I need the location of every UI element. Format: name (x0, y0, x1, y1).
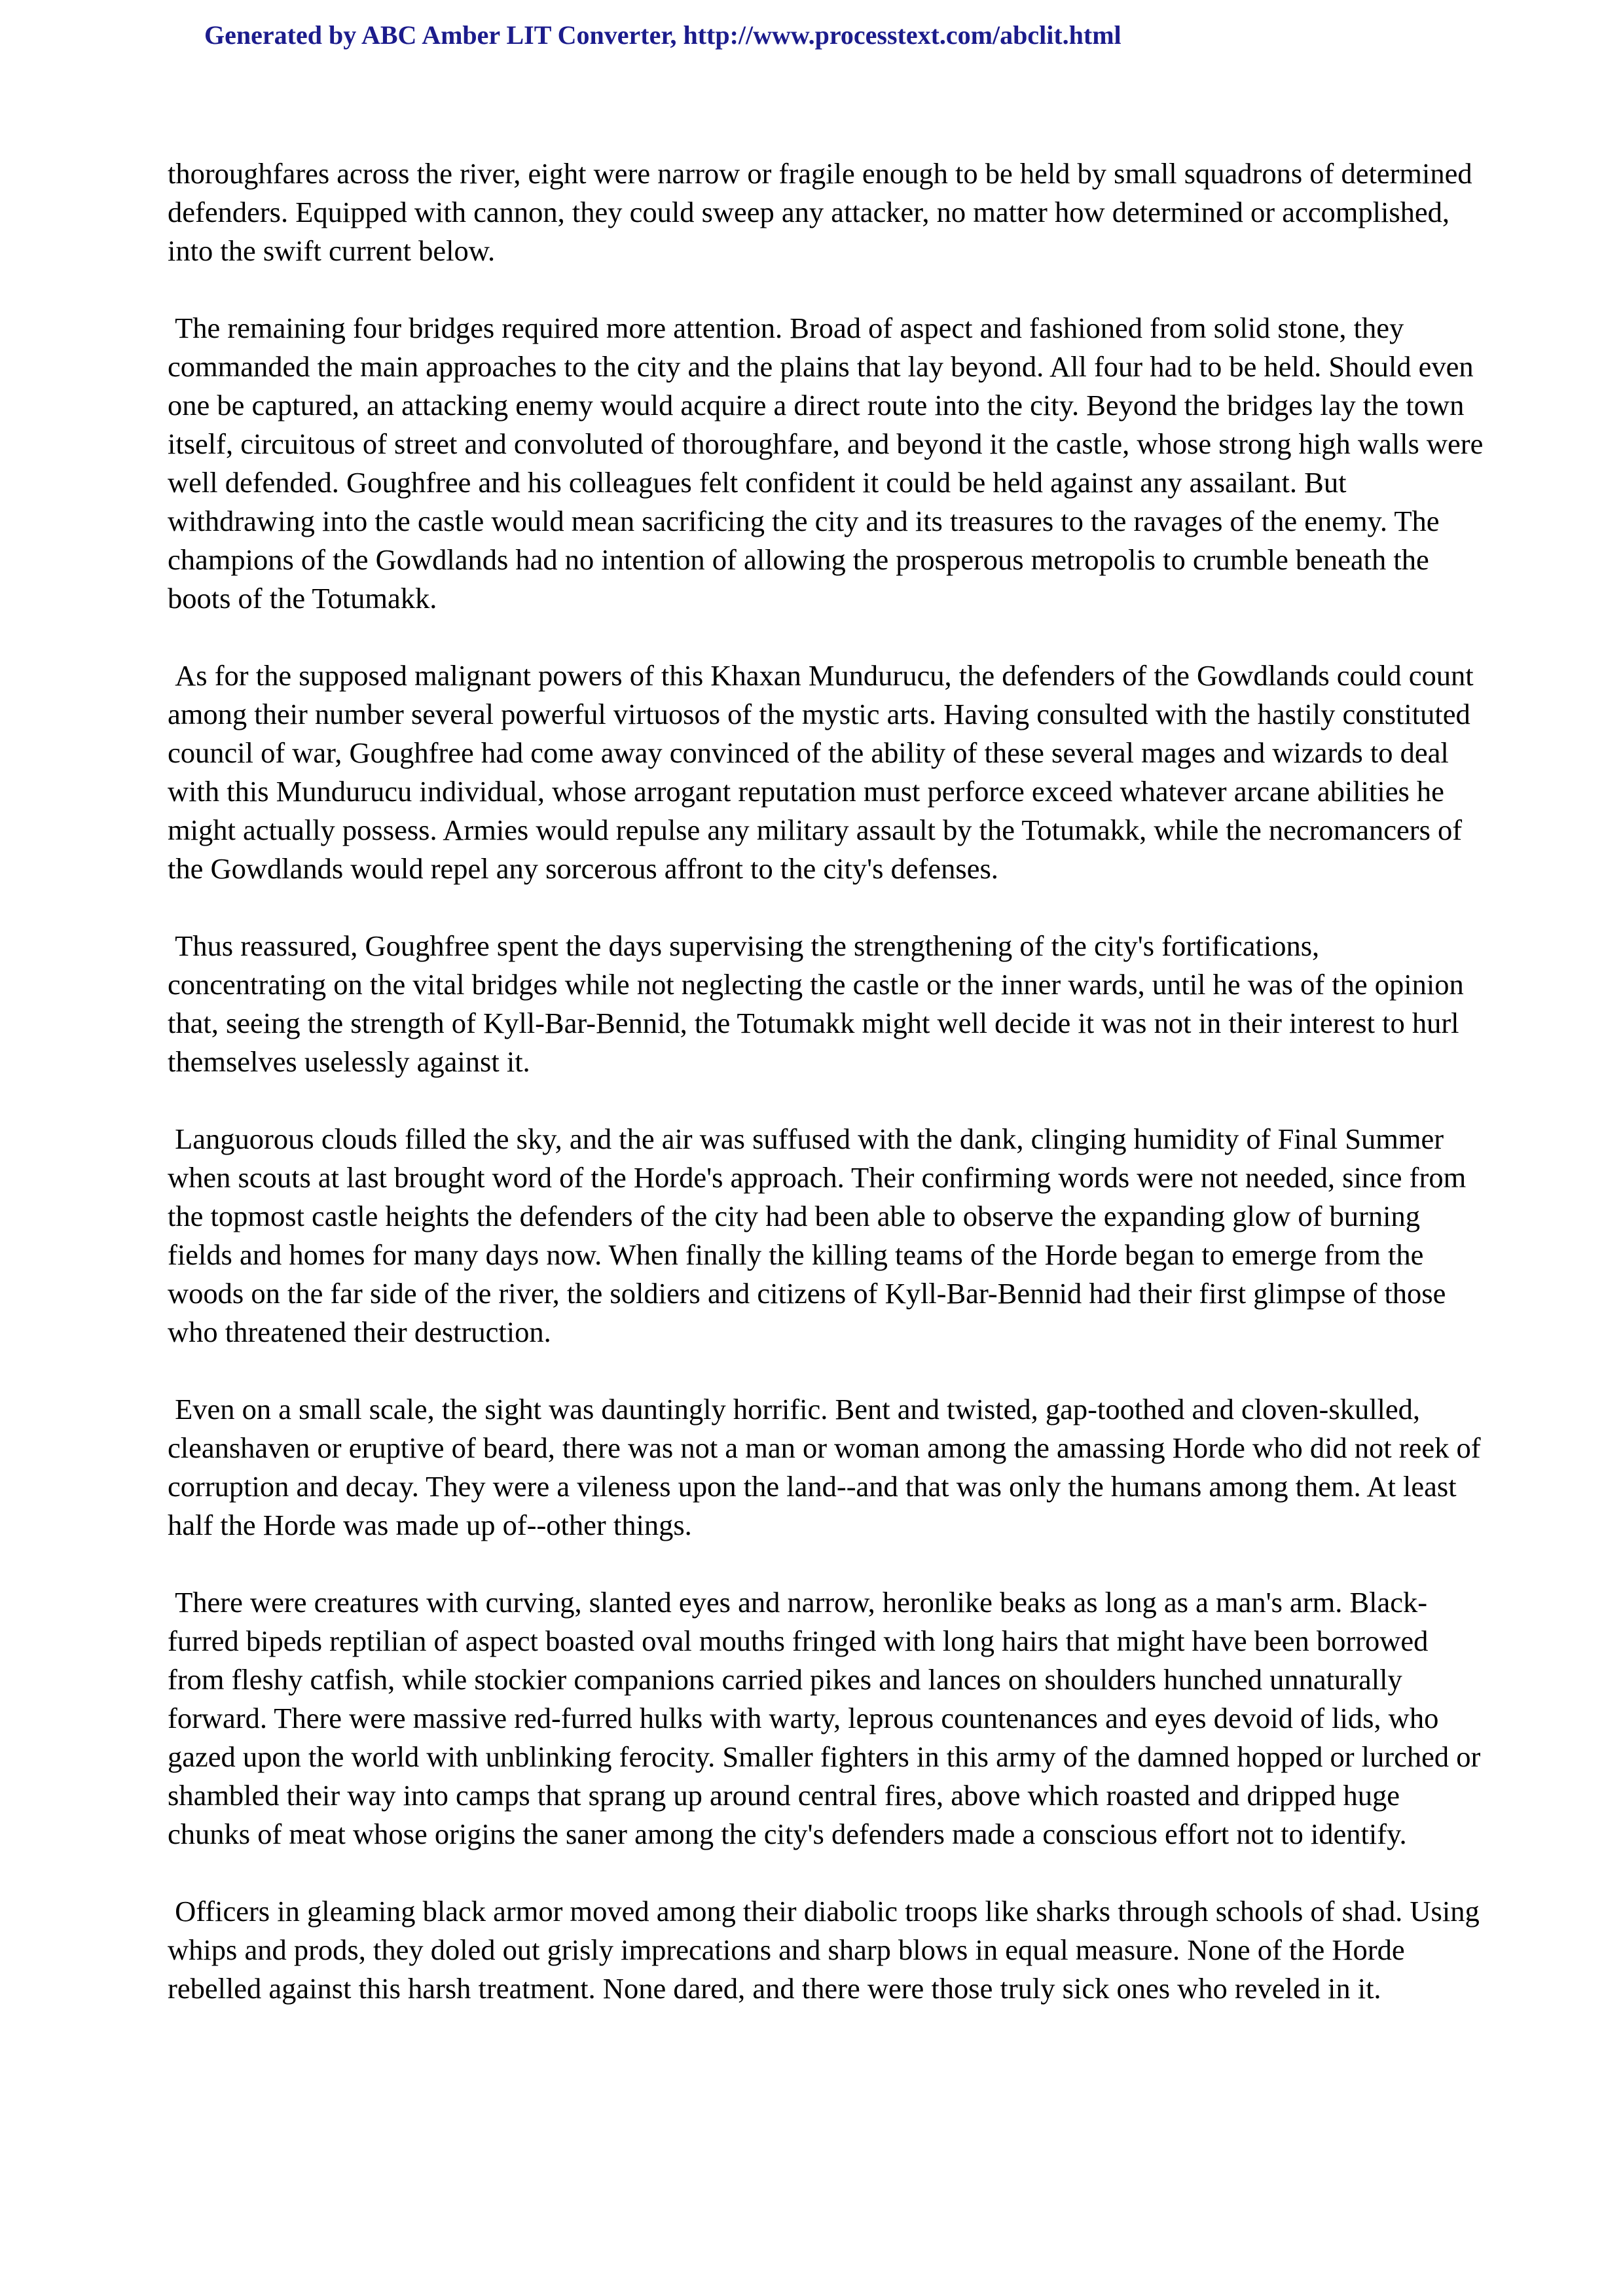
paragraph-4: Thus reassured, Goughfree spent the days supervising the strengthening of the city's fortifications, concentrating on the vital bridges while not neglecting the castle or the inner wards, until he was of the opinion that, seeing the strength of Kyll-Bar-Bennid, the Totumakk might well decide it was not in their interest to hurl themselves uselessly against it. (168, 929, 1471, 1078)
document-body (168, 154, 1491, 2008)
paragraph-5: Languorous clouds filled the sky, and the air was suffused with the dank, clinging humidity of Final Summer when scouts at last brought word of the Horde's approach. Their confirming words were not needed, since from the topmost castle heights the defenders of the city had been able to observe the expanding glow of burning fields and homes for many days now. When finally the killing teams of the Horde began to emerge from the woods on the far side of the river, the soldiers and citizens of Kyll-Bar-Bennid had their first glimpse of those who threatened their destruction. (168, 1122, 1474, 1348)
paragraph-2: The remaining four bridges required more attention. Broad of aspect and fashioned from solid stone, they commanded the main approaches to the city and the plains that lay beyond. All four had to be held. Should even one be captured, an attacking enemy would acquire a direct route into the city. Beyond the bridges lay the town itself, circuitous of street and convoluted of thoroughfare, and beyond it the castle, whose strong high walls were well defended. Goughfree and his colleagues felt confident it could be held against any assailant. But withdrawing into the castle would mean sacrificing the city and its treasures to the ravages of the enemy. The champions of the Gowdlands had no intention of allowing the prosperous metropolis to crumble beneath the boots of the Totumakk. (168, 312, 1491, 615)
paragraph-7: There were creatures with curving, slanted eyes and narrow, heronlike beaks as long as a man's arm. Black-furred bipeds reptilian of aspect boasted oval mouths fringed with long hairs that might have been borrowed from fleshy catfish, while stockier companions carried pikes and lances on shoulders hunched unnaturally forward. There were massive red-furred hulks with warty, leprous countenances and eyes devoid of lids, who gazed upon the world with unblinking ferocity. Smaller fighters in this army of the damned hopped or lurched or shambled their way into camps that sprang up around central fires, above which roasted and dripped huge chunks of meat whose origins the saner among the city's defenders made a conscious effort not to identify. (168, 1586, 1488, 1850)
converter-header: Generated by ABC Amber LIT Converter, http://www.processtext.com/abclit.html (204, 20, 1122, 50)
paragraph-8: Officers in gleaming black armor moved among their diabolic troops like sharks through schools of shad. Using whips and prods, they doled out grisly imprecations and sharp blows in equal measure. None of the Horde rebelled against this harsh treatment. None dared, and there were those truly sick ones who reveled in it. (168, 1895, 1487, 2005)
paragraph-3: As for the supposed malignant powers of this Khaxan Mundurucu, the defenders of the Gowdlands could count among their number several powerful virtuosos of the mystic arts. Having consulted with the hastily constituted council of war, Goughfree had come away convinced of the ability of these several mages and wizards to deal with this Mundurucu individual, whose arrogant reputation must perforce exceed whatever arcane abilities he might actually possess. Armies would repulse any military assault by the Totumakk, while the necromancers of the Gowdlands would repel any sorcerous affront to the city's defenses. (168, 659, 1481, 885)
paragraph-6: Even on a small scale, the sight was dauntingly horrific. Bent and twisted, gap-toothed and cloven-skulled, cleanshaven or eruptive of beard, there was not a man or woman among the amassing Horde who did not reek of corruption and decay. They were a vileness upon the land--and that was only the humans among them. At least half the Horde was made up of--other things. (168, 1393, 1488, 1541)
paragraph-1: thoroughfares across the river, eight were narrow or fragile enough to be held by small squadrons of determined defenders. Equipped with cannon, they could sweep any attacker, no matter how determined or accomplished, into the swift current below. (168, 157, 1480, 267)
